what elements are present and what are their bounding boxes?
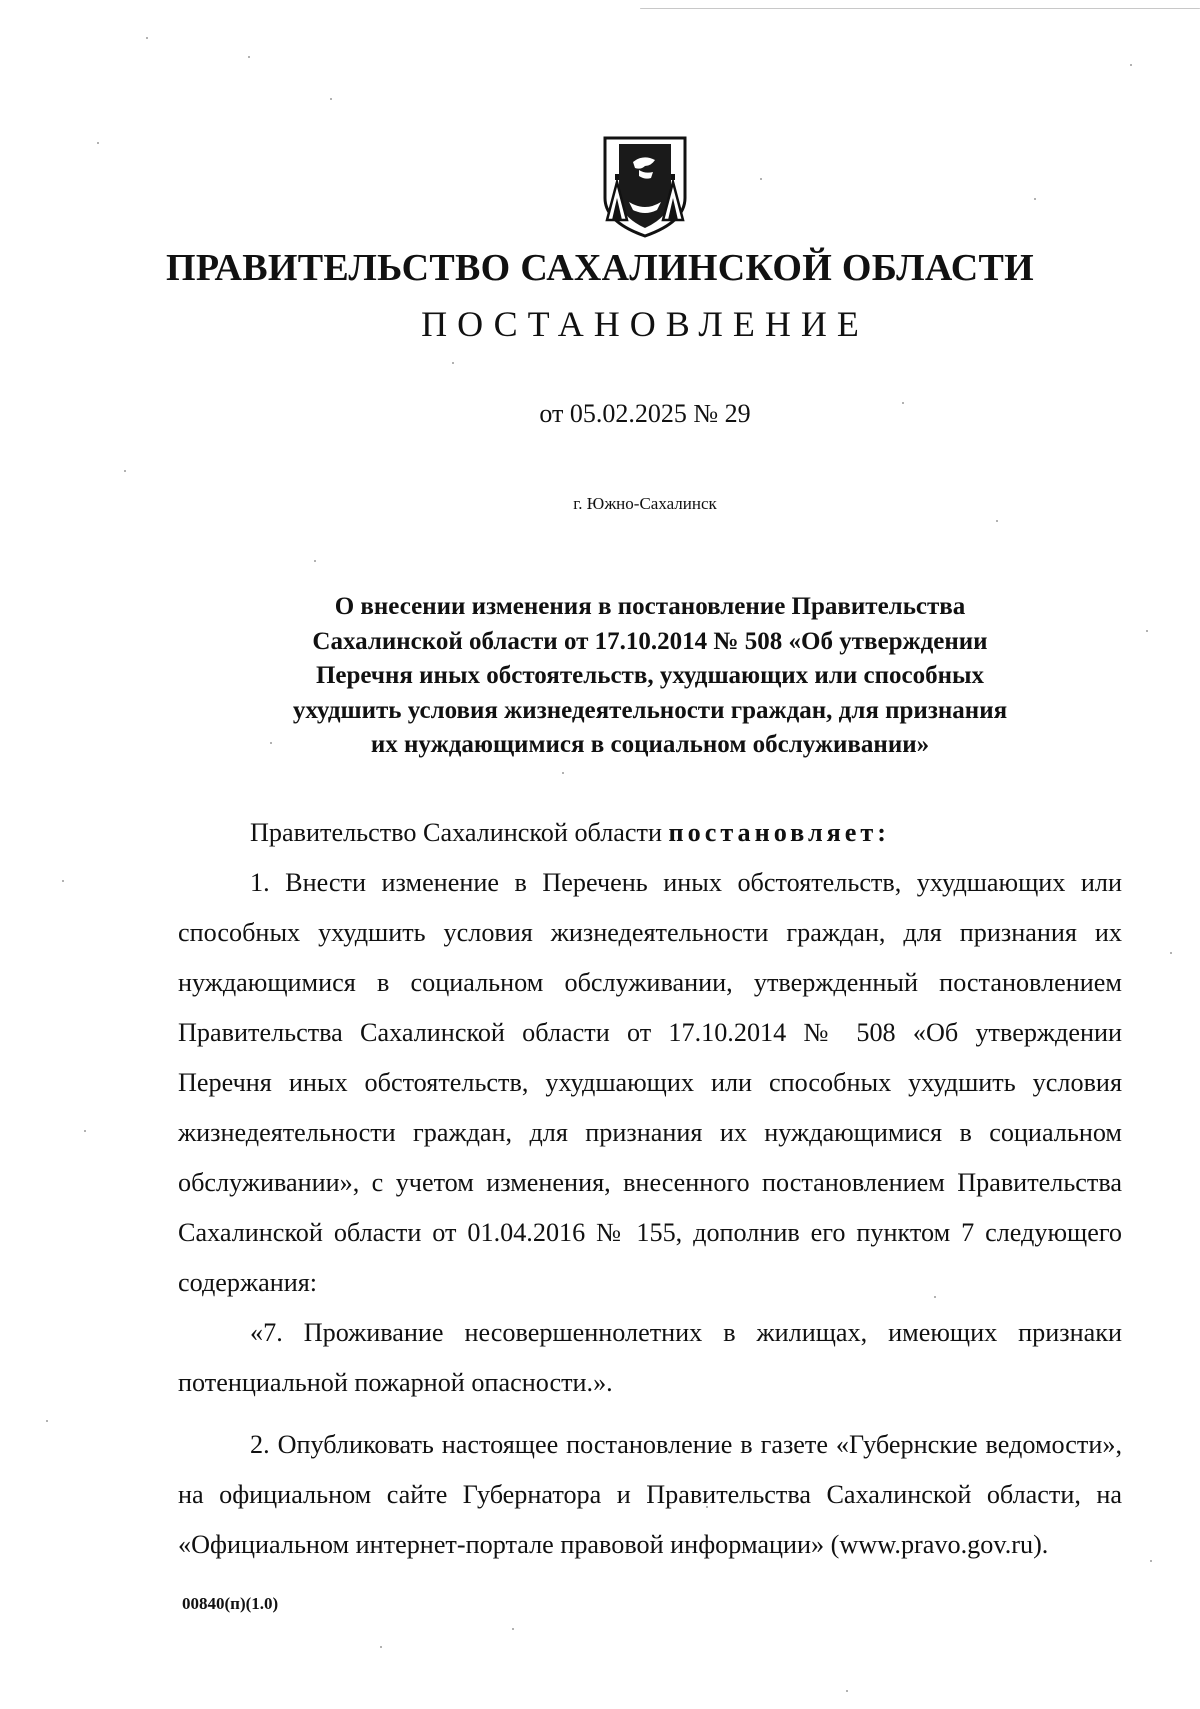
organization-title: ПРАВИТЕЛЬСТВО САХАЛИНСКОЙ ОБЛАСТИ — [166, 247, 1034, 289]
clause-1: 1. Внести изменение в Перечень иных обстоятельств, ухудшающих или способных ухудшить условия жизнедеятельности граждан, для признания их нуждающимися в социальном обслуживании, утвержденный постановлением Правительства Сахалинской области от 17.10.2014 № 508 «Об утверждении Перечня иных обстоятельств, ухудшающих или способных ухудшить условия жизнедеятельности граждан, для признания их нуждающимися в социальном обслуживании», с учетом изменения, внесенного постановлением Правительства Сахалинской области от 01.04.2016 № 155, дополнив его пунктом 7 следующего содержания: — [178, 868, 1122, 1297]
subject-line: ухудшить условия жизнедеятельности граждан, для признания — [292, 696, 1008, 724]
preamble — [178, 808, 1122, 858]
preamble-lead: Правительство Сахалинской области — [250, 818, 669, 847]
document-type: ПОСТАНОВЛЕНИЕ — [421, 304, 869, 344]
document-city: г. Южно-Сахалинск — [573, 494, 717, 513]
subject-line: Перечня иных обстоятельств, ухудшающих или способных — [315, 662, 985, 689]
subject-line: их нуждающимися в социальном обслуживании» — [370, 731, 930, 758]
document-subject — [210, 590, 1090, 763]
document-code: 00840(п)(1.0) — [182, 1594, 279, 1613]
document-body — [178, 808, 1122, 1570]
preamble-verb: постановляет: — [668, 818, 891, 847]
subject-line: О внесении изменения в постановление Правительства — [334, 593, 966, 620]
clause-1-quote: «7. Проживание несовершеннолетних в жилищах, имеющих признаки потенциальной пожарной опасности.». — [178, 1318, 1122, 1397]
sakhalin-coat-of-arms-icon — [599, 136, 691, 240]
document-date-number: от 05.02.2025 № 29 — [539, 399, 751, 428]
subject-line: Сахалинской области от 17.10.2014 № 508 «Об утверждении — [312, 627, 988, 655]
clause-2: 2. Опубликовать настоящее постановление в газете «Губернские ведомости», на официальном сайте Губернатора и Правительства Сахалинской области, на «Официальном интернет-портале правовой информации» (www.pravo.gov.ru). — [178, 1430, 1122, 1559]
